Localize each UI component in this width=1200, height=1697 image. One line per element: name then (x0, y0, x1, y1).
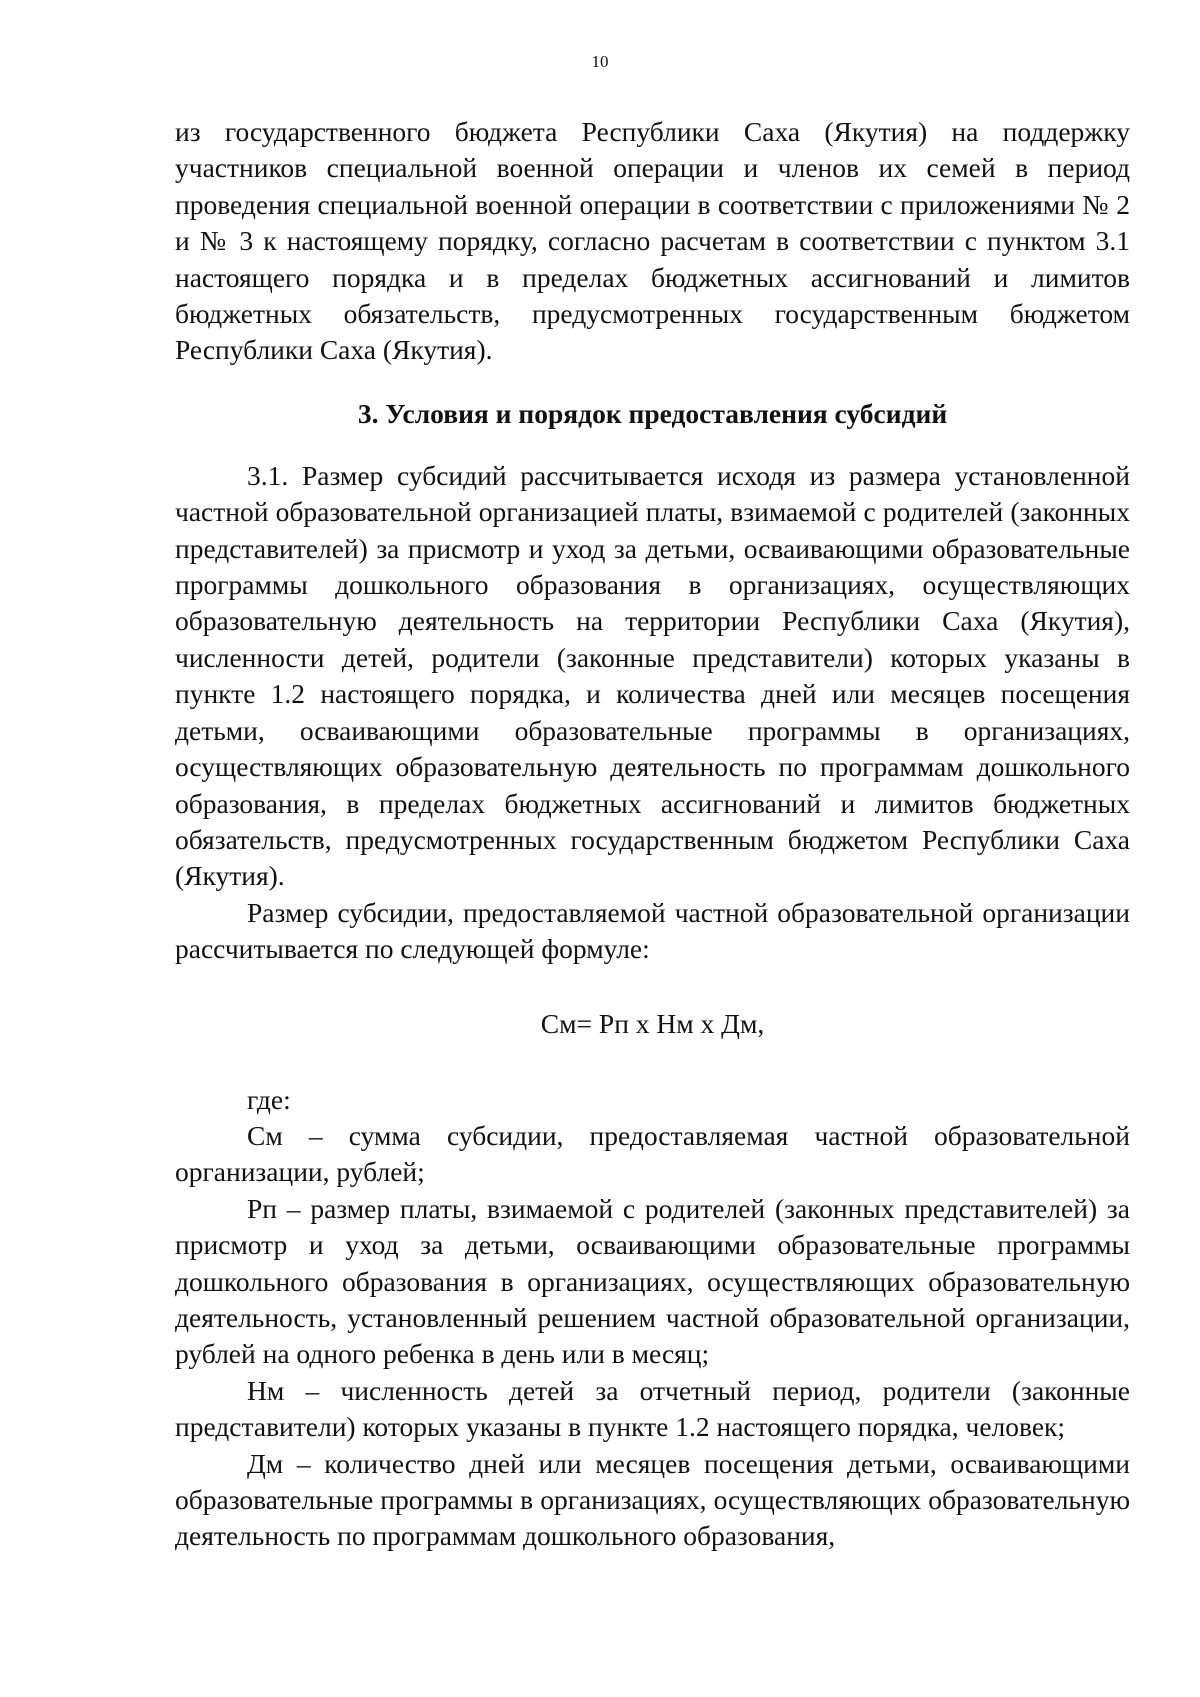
definition-rp: Рп – размер платы, взимаемой с родителей (законных представителей) за присмотр и уход за детьми, осваивающими образовательные программы дошкольного образования в организациях, осуществляющих образовательную деятельность, установленный решением частной образовательной организации, рублей на одного ребенка в день или в месяц; (175, 1192, 1130, 1370)
definition-nm: Нм – численность детей за отчетный период, родители (законные представители) которых указаны в пункте 1.2 настоящего порядка, человек; (175, 1374, 1130, 1443)
document-body (175, 114, 1130, 1555)
definition-dm: Дм – количество дней или месяцев посещения детьми, осваивающими образовательные программы в организациях, осуществляющих образовательную деятельность по программам дошкольного образования, (175, 1447, 1130, 1552)
section-heading: 3. Условия и порядок предоставления субсидий (357, 397, 948, 429)
formula-intro: Размер субсидии, предоставляемой частной образовательной организации рассчитывается по следующей формуле: (175, 896, 1130, 965)
intro-paragraph: из государственного бюджета Республики Саха (Якутия) на поддержку участников специальной военной операции и членов их семей в период проведения специальной военной операции в соответствии с приложениями № 2 и № 3 к настоящему порядку, согласно расчетам в соответствии с пунктом 3.1 настоящего порядка и в пределах бюджетных ассигнований и лимитов бюджетных обязательств, предусмотренных государственным бюджетом Республики Саха (Якутия). (175, 116, 1130, 366)
where-label: где: (247, 1083, 291, 1115)
formula: См= Рп х Нм х Дм, (540, 1007, 765, 1039)
definition-sm: См – сумма субсидии, предоставляемая частной образовательной организации, рублей; (175, 1119, 1130, 1188)
page-number: 10 (591, 52, 609, 71)
paragraph-3-1: 3.1. Размер субсидий рассчитывается исходя из размера установленной частной образовательной организацией платы, взимаемой с родителей (законных представителей) за присмотр и уход за детьми, осваивающими образовательные программы дошкольного образования в организациях, осуществляющих образовательную деятельность на территории Республики Саха (Якутия), численности детей, родители (законные представители) которых указаны в пункте 1.2 настоящего порядка, и количества дней или месяцев посещения детьми, осваивающими образовательные программы в организациях, осуществляющих образовательную деятельность по программам дошкольного образования, в пределах бюджетных ассигнований и лимитов бюджетных обязательств, предусмотренных государственным бюджетом Республики Саха (Якутия). (175, 459, 1130, 892)
